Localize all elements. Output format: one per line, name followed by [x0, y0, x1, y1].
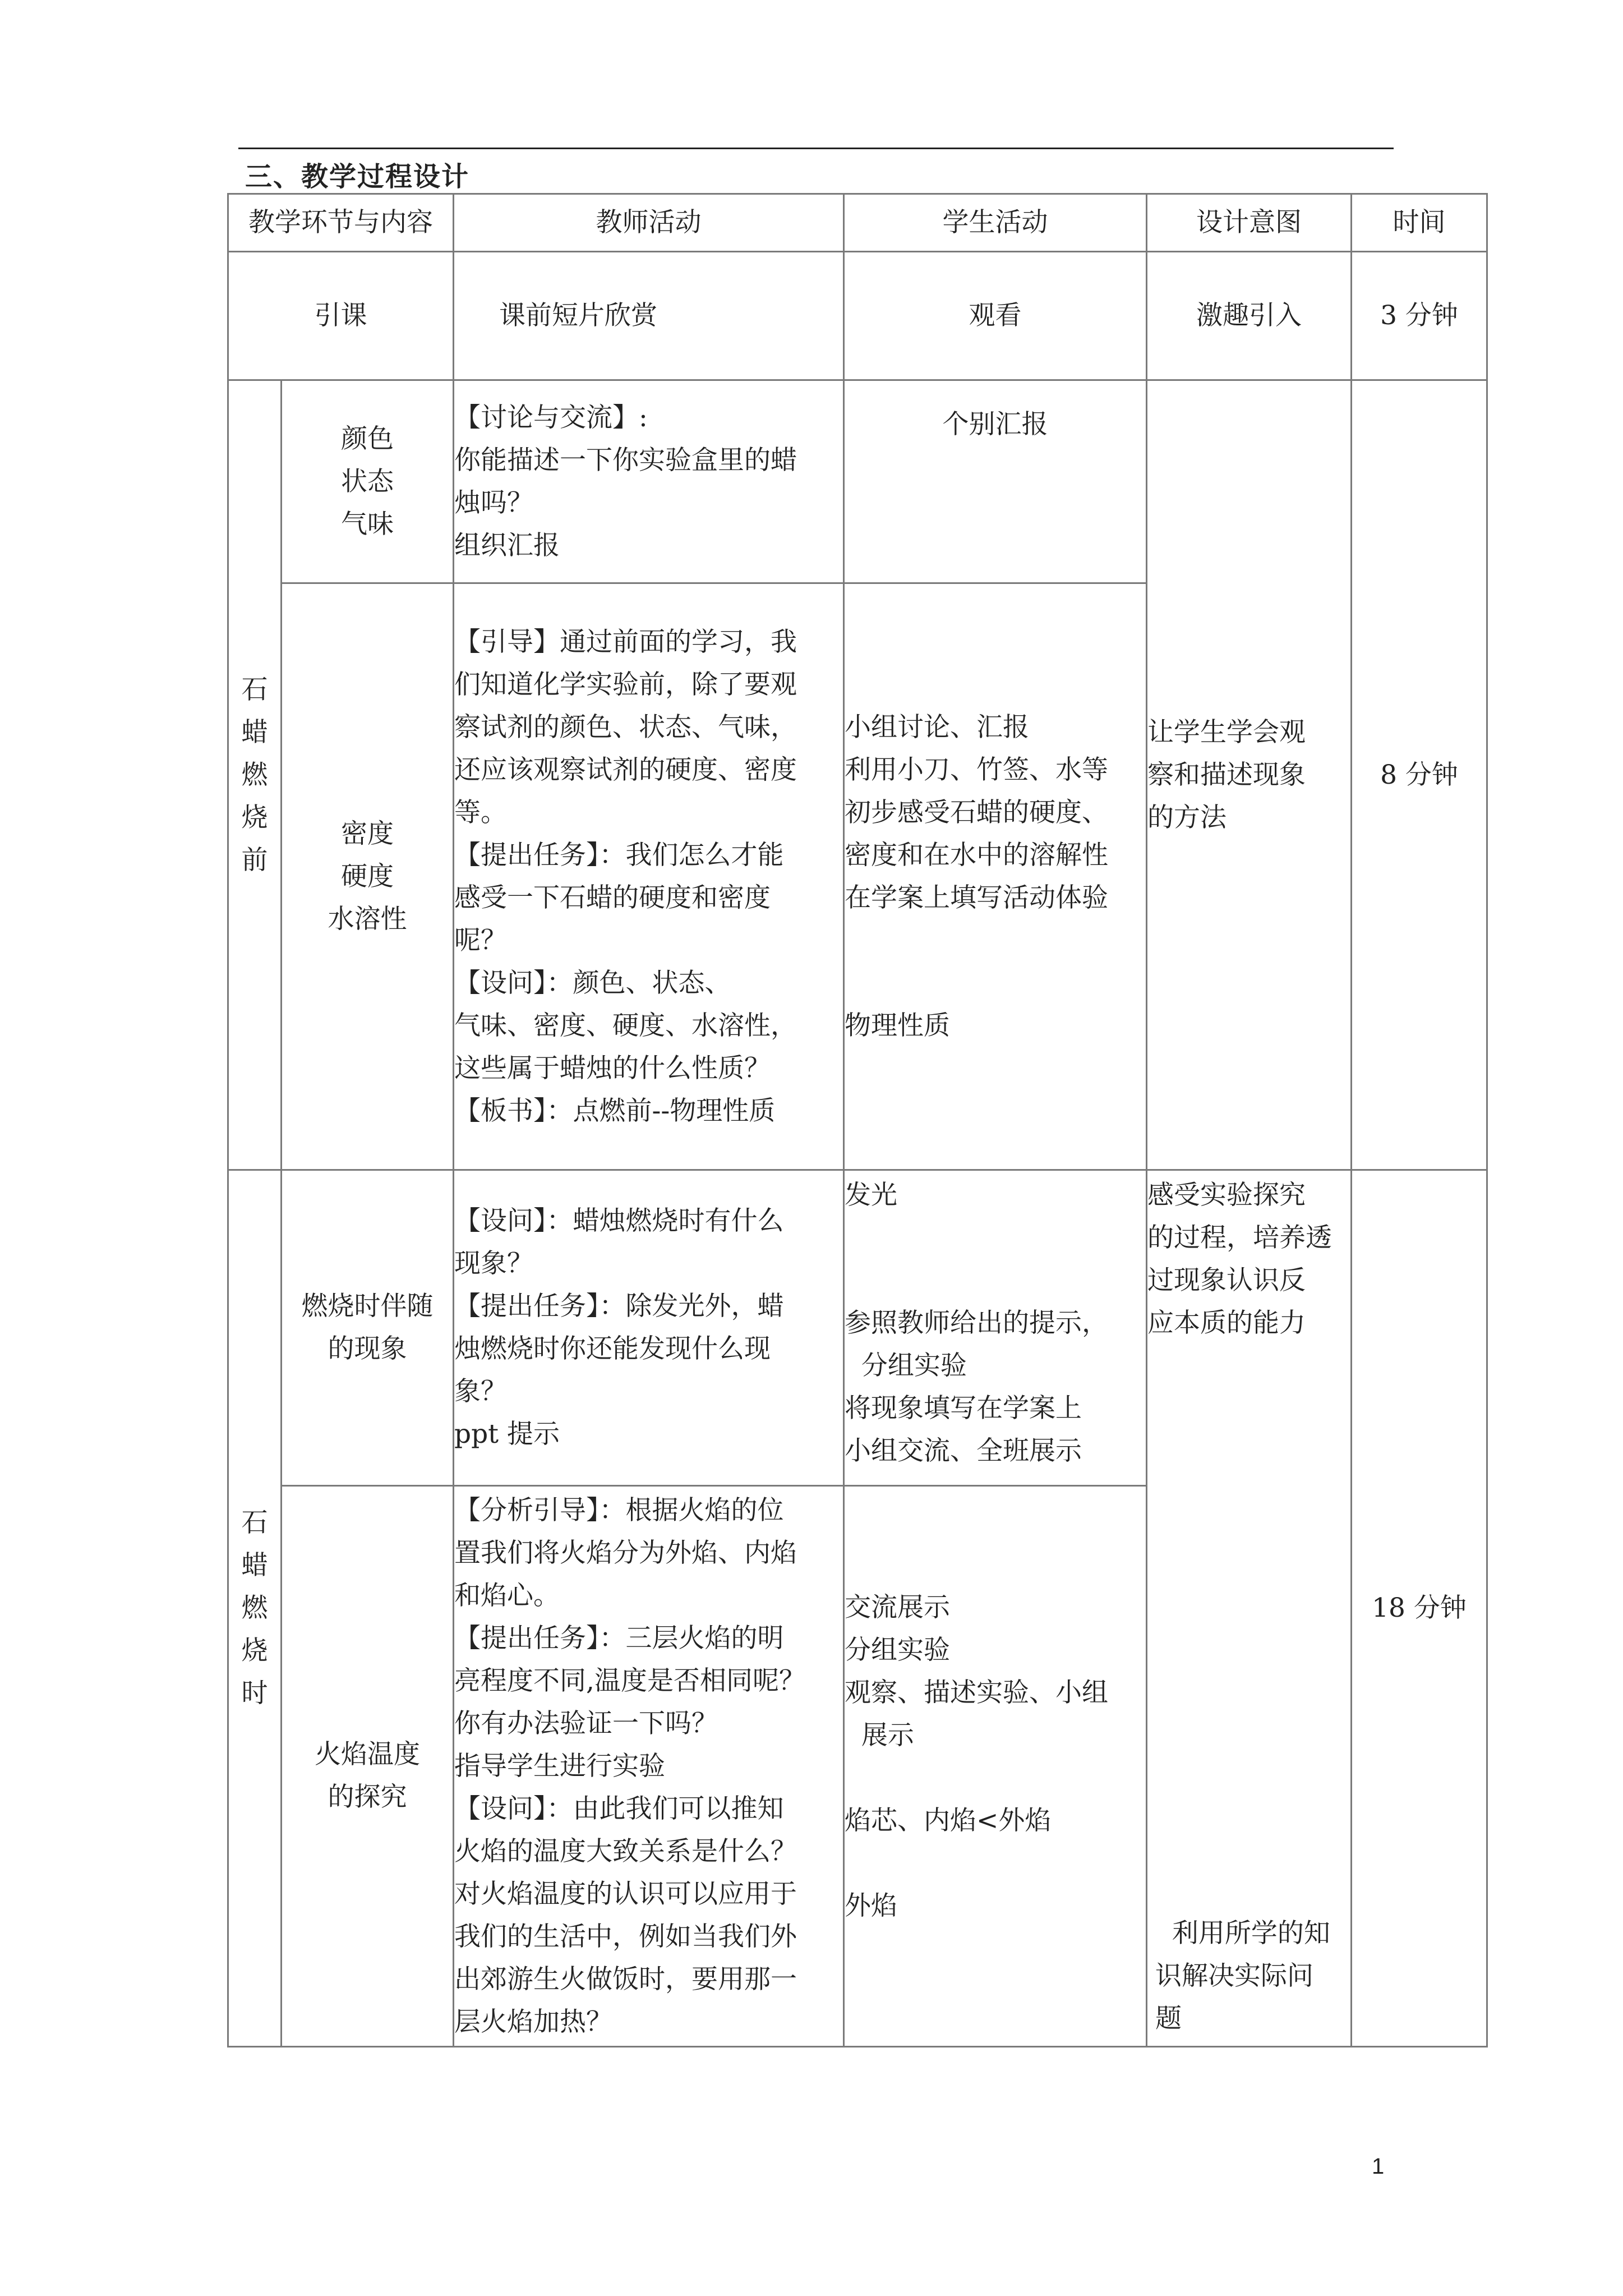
section-heading: 三、教学过程设计 — [245, 161, 470, 192]
during-stage-char: 时 — [241, 1678, 268, 1709]
teacher-line: 指导学生进行实验 — [454, 1750, 665, 1782]
teacher-line: 置我们将火焰分为外焰、内焰 — [454, 1537, 797, 1568]
teacher-line: 【设问】：由此我们可以推知 — [454, 1793, 784, 1824]
before-stage-char: 石 — [241, 674, 268, 705]
intent-line: 的方法 — [1147, 802, 1227, 833]
teacher-line: 气味、密度、硬度、水溶性， — [454, 1010, 797, 1041]
teacher-line: 【设问】：蜡烛燃烧时有什么 — [454, 1205, 784, 1236]
before-intent — [1147, 380, 1352, 1170]
before-sub1-teacher — [454, 380, 844, 583]
content-line: 密度 — [341, 818, 394, 849]
student-line: 观察、描述实验、小组 — [845, 1677, 1108, 1708]
student-line: 参照教师给出的提示， — [845, 1308, 1108, 1338]
header-time: 时间 — [1352, 194, 1487, 252]
student-line: 交流展示 — [845, 1592, 950, 1623]
student-line — [845, 1259, 1146, 1302]
during-stage — [228, 1170, 282, 2047]
intent-line: 利用所学的知 — [1155, 1918, 1330, 1949]
during-time: 18 分钟 — [1352, 1170, 1487, 2047]
student-line — [845, 1842, 1146, 1885]
student-line — [845, 1501, 1146, 1544]
teacher-line: 【提出任务】：三层火焰的明 — [454, 1622, 784, 1654]
before-sub1-student — [844, 380, 1147, 583]
teacher-line: 【引导】通过前面的学习，我 — [454, 626, 797, 657]
before-stage-char: 前 — [241, 844, 268, 876]
student-line: 分组实验 — [845, 1635, 950, 1665]
teacher-line: 等。 — [454, 797, 507, 828]
during-sub1-student — [844, 1170, 1147, 1486]
intro-teacher: 课前短片欣赏 — [454, 252, 844, 380]
student-line: 分组实验 — [845, 1350, 967, 1381]
teacher-line: 层火焰加热？ — [454, 2006, 612, 2037]
before-sub2-student — [844, 583, 1147, 1170]
student-line — [845, 919, 1146, 962]
student-line: 将现象填写在学案上 — [845, 1393, 1082, 1424]
during-intent — [1147, 1170, 1352, 2047]
student-line: 密度和在水中的溶解性 — [845, 839, 1108, 871]
teacher-line: 这些属于蜡烛的什么性质？ — [454, 1052, 771, 1084]
during-sub1-content — [282, 1170, 454, 1486]
intent-line: 察和描述现象 — [1147, 759, 1306, 790]
before-time: 8 分钟 — [1352, 380, 1487, 1170]
teacher-line: ppt 提示 — [454, 1419, 560, 1450]
during-stage-char: 石 — [241, 1507, 268, 1538]
during-row-1 — [228, 1170, 1487, 1486]
during-sub2-student — [844, 1486, 1147, 2047]
before-row-1 — [228, 380, 1487, 583]
content-line: 的现象 — [328, 1333, 407, 1364]
intent-line: 应本质的能力 — [1147, 1308, 1306, 1338]
student-line: 小组讨论、汇报 — [845, 711, 1029, 743]
intro-student: 观看 — [844, 252, 1147, 380]
page-number: 1 — [1372, 2154, 1385, 2179]
teacher-line: 感受一下石蜡的硬度和密度 — [454, 882, 771, 913]
teacher-line: 呢？ — [454, 924, 507, 956]
intent-line: 感受实验探究 — [1147, 1180, 1306, 1211]
before-stage-char: 蜡 — [241, 716, 268, 748]
during-stage-char: 燃 — [241, 1593, 268, 1623]
student-line: 利用小刀、竹签、水等 — [845, 754, 1108, 785]
before-sub2-teacher — [454, 583, 844, 1170]
teacher-line: 【设问】：颜色、状态、 — [454, 967, 731, 999]
student-line: 外焰 — [845, 1890, 897, 1921]
teacher-line: 现象？ — [454, 1248, 533, 1279]
top-rule — [238, 148, 1394, 149]
teacher-line: 组织汇报 — [454, 530, 560, 561]
content-line: 颜色 — [341, 423, 394, 454]
student-line — [845, 962, 1146, 1005]
intent-line: 题 — [1155, 2003, 1182, 2034]
student-line: 焰芯、内焰<外焰 — [845, 1805, 1052, 1836]
teacher-line: 我们的生活中，例如当我们外 — [454, 1921, 797, 1952]
content-line: 硬度 — [341, 861, 394, 892]
intent-line: 让学生学会观 — [1147, 716, 1306, 748]
content-line: 火焰温度 — [315, 1739, 420, 1770]
intro-time: 3 分钟 — [1352, 252, 1487, 380]
content-line: 气味 — [341, 508, 394, 540]
header-teacher: 教师活动 — [454, 194, 844, 252]
content-line: 燃烧时伴随 — [301, 1291, 434, 1322]
teacher-line: 【分析引导】：根据火焰的位 — [454, 1494, 784, 1526]
student-line: 初步感受石蜡的硬度、 — [845, 797, 1108, 828]
student-line: 个别汇报 — [942, 409, 1048, 440]
teacher-line: 【提出任务】：除发光外，蜡 — [454, 1291, 784, 1322]
student-line — [845, 1757, 1146, 1800]
teacher-line: 出郊游生火做饭时，要用那一 — [454, 1963, 797, 1995]
teacher-line: 亮程度不同,温度是否相同呢？ — [454, 1665, 805, 1696]
header-row — [228, 194, 1487, 252]
teacher-line: 【提出任务】：我们怎么才能 — [454, 839, 784, 871]
before-sub1-content — [282, 380, 454, 583]
before-stage-char: 烧 — [241, 802, 268, 833]
during-sub2-teacher — [454, 1486, 844, 2047]
before-stage-char: 燃 — [241, 759, 268, 790]
student-line: 在学案上填写活动体验 — [845, 882, 1108, 913]
intent-line: 过现象认识反 — [1147, 1265, 1306, 1296]
teacher-line: 你有办法验证一下吗？ — [454, 1708, 718, 1739]
before-stage — [228, 380, 282, 1170]
content-line: 水溶性 — [328, 903, 407, 935]
header-student: 学生活动 — [844, 194, 1147, 252]
teacher-line: 象？ — [454, 1376, 507, 1407]
student-line: 发光 — [845, 1180, 897, 1211]
intent-bottom — [1155, 1912, 1330, 2040]
teacher-line: 火焰的温度大致关系是什么？ — [454, 1835, 797, 1867]
during-sub1-teacher — [454, 1170, 844, 1486]
content-line: 状态 — [341, 466, 394, 497]
lesson-table — [227, 193, 1488, 2047]
teacher-line: 对火焰温度的认识可以应用于 — [454, 1878, 797, 1910]
intro-intent: 激趣引入 — [1147, 252, 1352, 380]
student-line: 物理性质 — [845, 1010, 950, 1041]
teacher-line: 还应该观察试剂的硬度、密度 — [454, 754, 797, 785]
teacher-line: 烛吗？ — [454, 487, 533, 518]
student-line — [845, 1217, 1146, 1259]
header-intent: 设计意图 — [1147, 194, 1352, 252]
content-line: 的探究 — [328, 1782, 407, 1812]
teacher-line: 你能描述一下你实验盒里的蜡 — [454, 444, 797, 476]
teacher-line: 们知道化学实验前，除了要观 — [454, 669, 797, 700]
before-sub2-content — [282, 583, 454, 1170]
during-stage-char: 烧 — [241, 1635, 268, 1666]
student-line: 小组交流、全班展示 — [845, 1435, 1082, 1466]
student-line: 展示 — [845, 1720, 914, 1751]
teacher-line: 和焰心。 — [454, 1580, 560, 1611]
during-stage-char: 蜡 — [241, 1550, 268, 1581]
teacher-line: 烛燃烧时你还能发现什么现 — [454, 1333, 771, 1364]
teacher-line: 【板书】：点燃前--物理性质 — [454, 1095, 776, 1126]
intent-line: 识解决实际问 — [1155, 1961, 1313, 1991]
intro-row — [228, 252, 1487, 380]
student-line — [845, 1544, 1146, 1586]
intro-stage: 引课 — [228, 252, 454, 380]
intent-line: 的过程，培养透 — [1147, 1222, 1332, 1253]
teacher-line: 察试剂的颜色、状态、气味， — [454, 711, 797, 743]
teacher-line: 【讨论与交流】: — [454, 402, 648, 433]
header-stage: 教学环节与内容 — [228, 194, 454, 252]
during-sub2-content — [282, 1486, 454, 2047]
